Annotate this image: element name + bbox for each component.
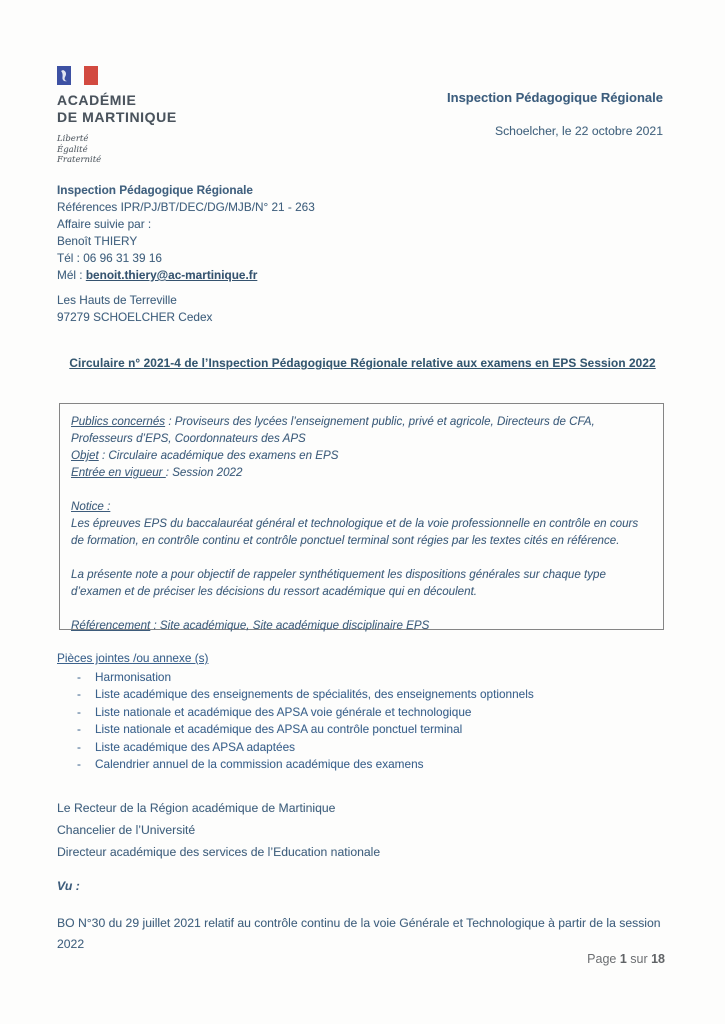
sender-address-block	[57, 292, 212, 326]
address-line2: 97279 SCHOELCHER Cedex	[57, 310, 213, 324]
dash-marker: -	[77, 739, 81, 754]
recipient-line: Le Recteur de la Région académique de Martinique	[57, 801, 336, 815]
document-title: Circulaire n° 2021-4 de l’Inspection Pédagogique Régionale relative aux examens en EPS Session 2022	[69, 356, 656, 370]
attachment-label: Liste académique des enseignements de spécialités, des enseignements optionnels	[95, 687, 534, 701]
email-label: Mél :	[57, 268, 86, 282]
republic-motto	[57, 134, 177, 166]
attachment-item	[57, 686, 534, 704]
notice-paragraph-2: La présente note a pour objectif de rappeler synthétiquement les dispositions générales sur chaque type d’examen et de préciser les décisions du ressort académique qui en découlent.	[71, 568, 606, 598]
attachment-label: Harmonisation	[95, 669, 172, 684]
page-total: 18	[651, 952, 665, 966]
page-current: 1	[619, 952, 627, 966]
attachment-label: Liste nationale et académique des APSA au contrôle ponctuel terminal	[95, 722, 463, 736]
attachment-item	[57, 756, 534, 774]
objet-text: : Circulaire académique des examens en EPS	[98, 449, 339, 462]
referencement-text: : Site académique, Site académique disciplinaire EPS	[150, 619, 430, 632]
sur-word: sur	[626, 952, 652, 966]
spacer	[71, 549, 652, 566]
email-link[interactable]: benoit.thiery@ac-martinique.fr	[85, 268, 258, 282]
sender-service-name: Inspection Pédagogique Régionale	[57, 183, 253, 197]
entree-vigueur-text: : Session 2022	[165, 466, 243, 479]
attachment-item	[57, 739, 534, 757]
attachment-item	[57, 669, 534, 687]
sender-contact-block	[57, 182, 315, 284]
sender-name: Benoît THIERY	[57, 234, 138, 248]
academy-name-line2: DE MARTINIQUE	[57, 109, 177, 125]
dash-marker: -	[77, 687, 81, 701]
entree-vigueur-line	[71, 464, 652, 481]
publics-concernes-text: : Proviseurs des lycées l’enseignement public, privé et agricole, Directeurs de CFA, Professeurs d’EPS, Coordonnateurs des APS	[71, 415, 595, 445]
notice-label-line	[71, 498, 652, 515]
academy-logo-block	[57, 66, 177, 166]
academy-name	[57, 92, 177, 126]
header-service-name: Inspection Pédagogique Régionale	[447, 90, 663, 105]
sender-phone: Tél : 06 96 31 39 16	[57, 251, 162, 265]
motto-liberte: Liberté	[57, 134, 89, 144]
attachment-label: Calendrier annuel de la commission académique des examens	[95, 757, 424, 771]
dash-marker: -	[77, 722, 81, 736]
attachment-label: Liste académique des APSA adaptées	[95, 739, 296, 754]
spacer	[71, 481, 652, 498]
attachments-heading: Pièces jointes /ou annexe (s)	[57, 651, 209, 665]
referencement-label: Référencement	[71, 619, 151, 632]
notice-label: Notice :	[71, 500, 111, 513]
dash-marker: -	[77, 757, 81, 771]
page-number	[587, 952, 665, 966]
recipient-line: Directeur académique des services de l’Education nationale	[57, 845, 381, 859]
academy-name-line1: ACADÉMIE	[57, 92, 137, 108]
sender-affaire-label: Affaire suivie par :	[57, 217, 152, 231]
notice-paragraph-1: Les épreuves EPS du baccalauréat général et technologique et de la voie professionnelle en contrôle en cours de formation, en contrôle continu et contrôle ponctuel terminal sont régies par les textes cités en référence.	[71, 517, 639, 547]
motto-fraternite: Fraternité	[57, 155, 102, 165]
publics-concernes-line	[71, 413, 652, 447]
entree-vigueur-label: Entrée en vigueur	[71, 466, 166, 479]
dash-marker: -	[77, 669, 81, 684]
dash-marker: -	[77, 704, 81, 719]
attachment-label: Liste nationale et académique des APSA voie générale et technologique	[95, 704, 472, 719]
attachments-block	[57, 650, 534, 774]
objet-label: Objet	[71, 449, 99, 462]
spacer	[71, 600, 652, 617]
recipient-line: Chancelier de l’Université	[57, 823, 196, 837]
objet-line	[71, 447, 652, 464]
referencement-line	[71, 617, 652, 634]
header-dateline: Schoelcher, le 22 octobre 2021	[494, 124, 663, 138]
motto-egalite: Égalité	[57, 144, 88, 155]
page-word: Page	[587, 952, 620, 966]
french-flag-icon	[57, 66, 98, 85]
header-right-block	[447, 90, 663, 138]
sender-email-line	[57, 267, 315, 284]
bo-reference-text: BO N°30 du 29 juillet 2021 relatif au contrôle continu de la voie Générale et Technologique à partir de la session 2022	[57, 916, 661, 951]
sender-references: Références IPR/PJ/BT/DEC/DG/MJB/N° 21 - 263	[57, 200, 315, 214]
recipients-block	[57, 797, 380, 863]
attachment-item	[57, 704, 534, 722]
address-line1: Les Hauts de Terreville	[57, 293, 177, 307]
publics-concernes-label: Publics concernés	[71, 415, 166, 428]
vu-label: Vu :	[57, 879, 80, 893]
attachment-item	[57, 721, 534, 739]
notice-box	[59, 403, 664, 630]
